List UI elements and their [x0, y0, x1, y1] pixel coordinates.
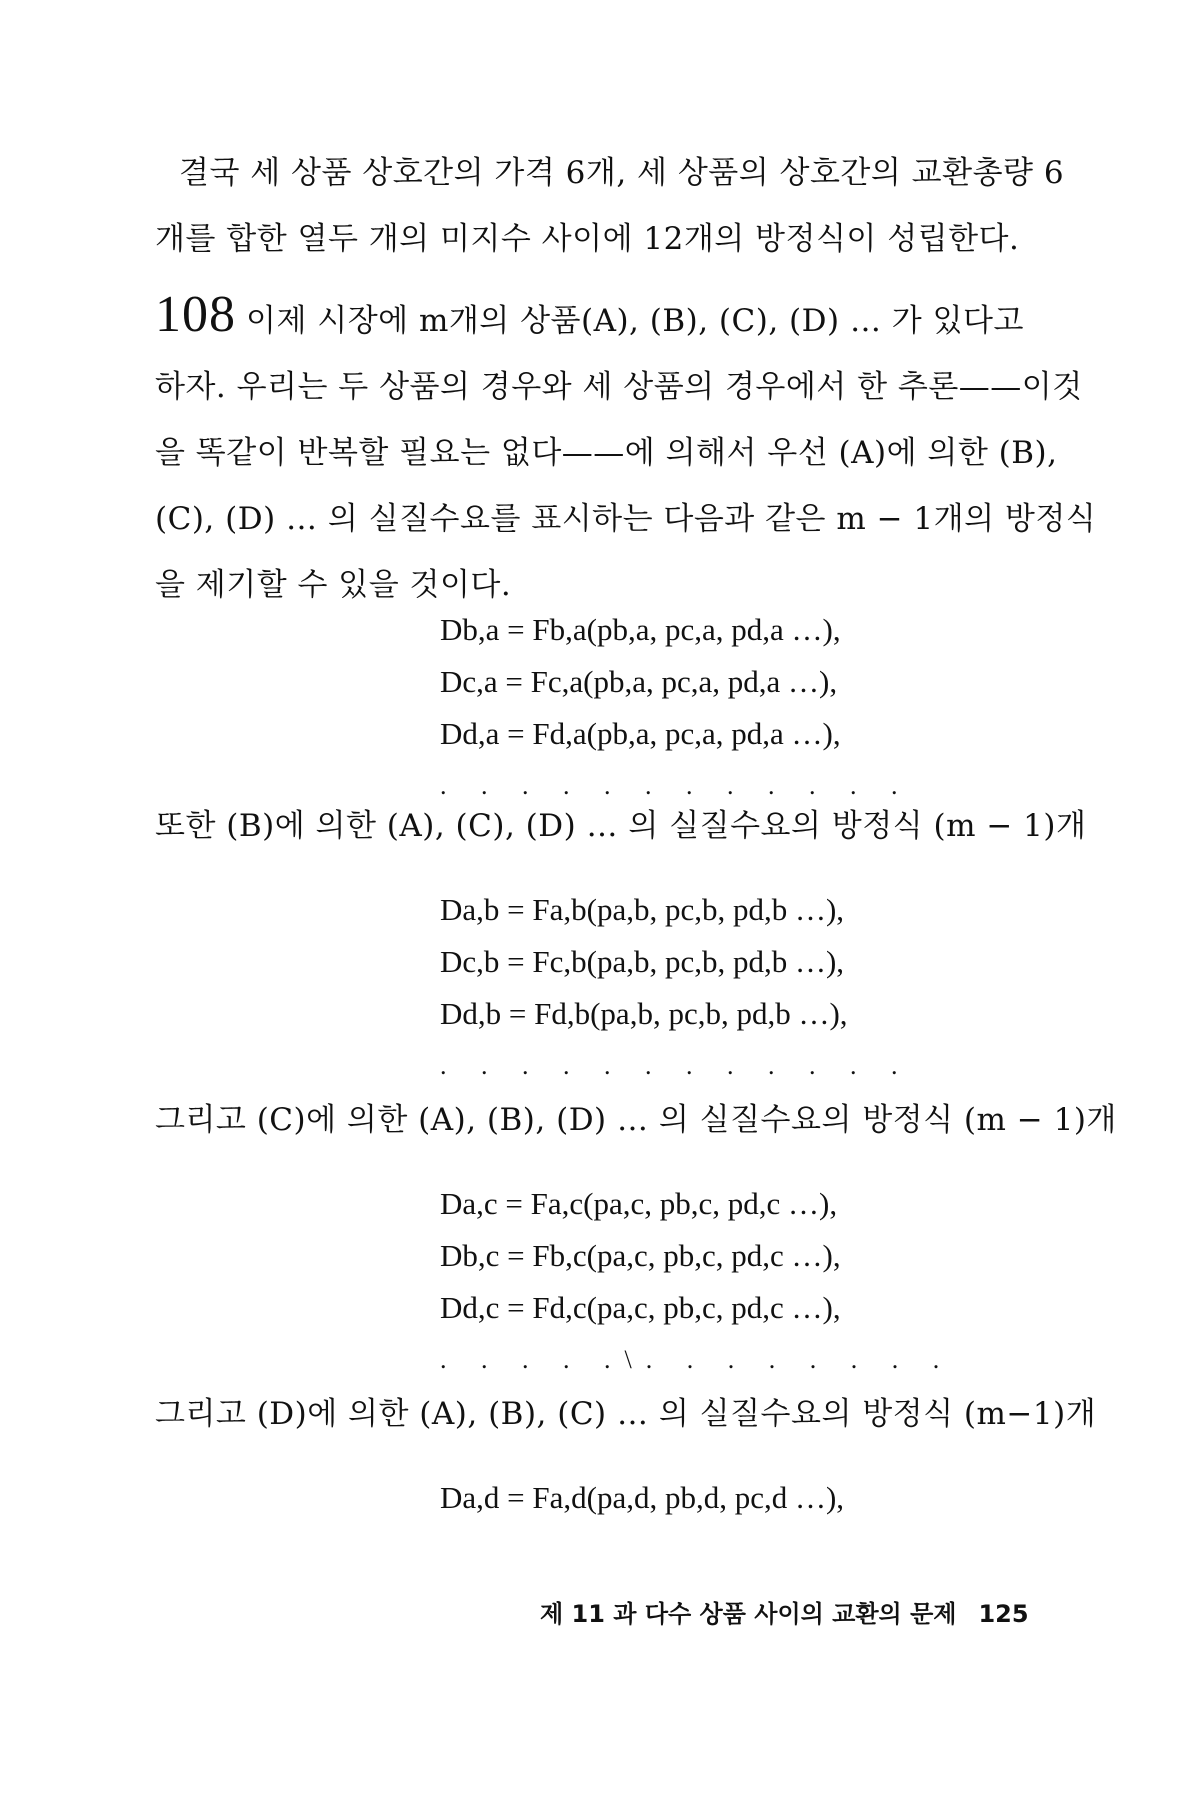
equation: Db,c = Fb,c(pa,c, pb,c, pd,c …), — [440, 1238, 841, 1273]
intro-b: 또한 (B)에 의한 (A), (C), (D) … 의 실질수요의 방정식 (m − 1)개 — [155, 808, 1087, 844]
page-number: 125 — [978, 1600, 1029, 1628]
paragraph-conclusion — [155, 140, 1065, 272]
equation: Da,c = Fa,c(pa,c, pb,c, pd,c …), — [440, 1186, 838, 1221]
equation: Dd,a = Fd,a(pb,a, pc,a, pd,a …), — [440, 716, 841, 751]
equation: Da,d = Fa,d(pa,d, pb,d, pc,d …), — [440, 1480, 845, 1515]
equation: Dc,b = Fc,b(pa,b, pc,b, pd,b …), — [440, 944, 845, 979]
paragraph-line: 하자. 우리는 두 상품의 경우와 세 상품의 경우에서 한 추론——이것 — [155, 369, 1083, 405]
equation: Dc,a = Fc,a(pb,a, pc,a, pd,a …), — [440, 664, 838, 699]
paragraph-line: 이제 시장에 m개의 상품(A), (B), (C), (D) … 가 있다고 — [246, 303, 1024, 339]
page-footer — [540, 1594, 1029, 1629]
equation-block-d — [440, 1472, 844, 1524]
section-108 — [155, 282, 1097, 618]
ellipsis-row: . . . . .\. . . . . . . . — [440, 1345, 954, 1374]
intro-c: 그리고 (C)에 의한 (A), (B), (D) … 의 실질수요의 방정식 (m − 1)개 — [155, 1102, 1117, 1138]
equation: Da,b = Fa,b(pa,b, pc,b, pd,b …), — [440, 892, 845, 927]
paragraph-line: 개를 합한 열두 개의 미지수 사이에 12개의 방정식이 성립한다. — [155, 221, 1020, 257]
chapter-title: 제 11 과 다수 상품 사이의 교환의 문제 — [540, 1600, 957, 1628]
ellipsis-row: . . . . . . . . . . . . — [440, 771, 912, 800]
paragraph-line: 결국 세 상품 상호간의 가격 6개, 세 상품의 상호간의 교환총량 6 — [179, 155, 1065, 191]
paragraph-line: (C), (D) … 의 실질수요를 표시하는 다음과 같은 m − 1개의 방정식 — [155, 501, 1097, 537]
equation: Dd,b = Fd,b(pa,b, pc,b, pd,b …), — [440, 996, 848, 1031]
paragraph-line: 을 똑같이 반복할 필요는 없다——에 의해서 우선 (A)에 의한 (B), — [155, 435, 1058, 471]
section-number: 108 — [155, 286, 236, 343]
equation: Dd,c = Fd,c(pa,c, pb,c, pd,c …), — [440, 1290, 841, 1325]
equation: Db,a = Fb,a(pb,a, pc,a, pd,a …), — [440, 612, 841, 647]
section-first-line — [155, 282, 1045, 354]
equation-block-b — [440, 884, 912, 1092]
ellipsis-row: . . . . . . . . . . . . — [440, 1051, 912, 1080]
intro-d: 그리고 (D)에 의한 (A), (B), (C) … 의 실질수요의 방정식 (m−1)개 — [155, 1396, 1097, 1432]
paragraph-line: 을 제기할 수 있을 것이다. — [155, 567, 512, 603]
equation-block-c — [440, 1178, 953, 1386]
equation-block-a — [440, 604, 912, 812]
